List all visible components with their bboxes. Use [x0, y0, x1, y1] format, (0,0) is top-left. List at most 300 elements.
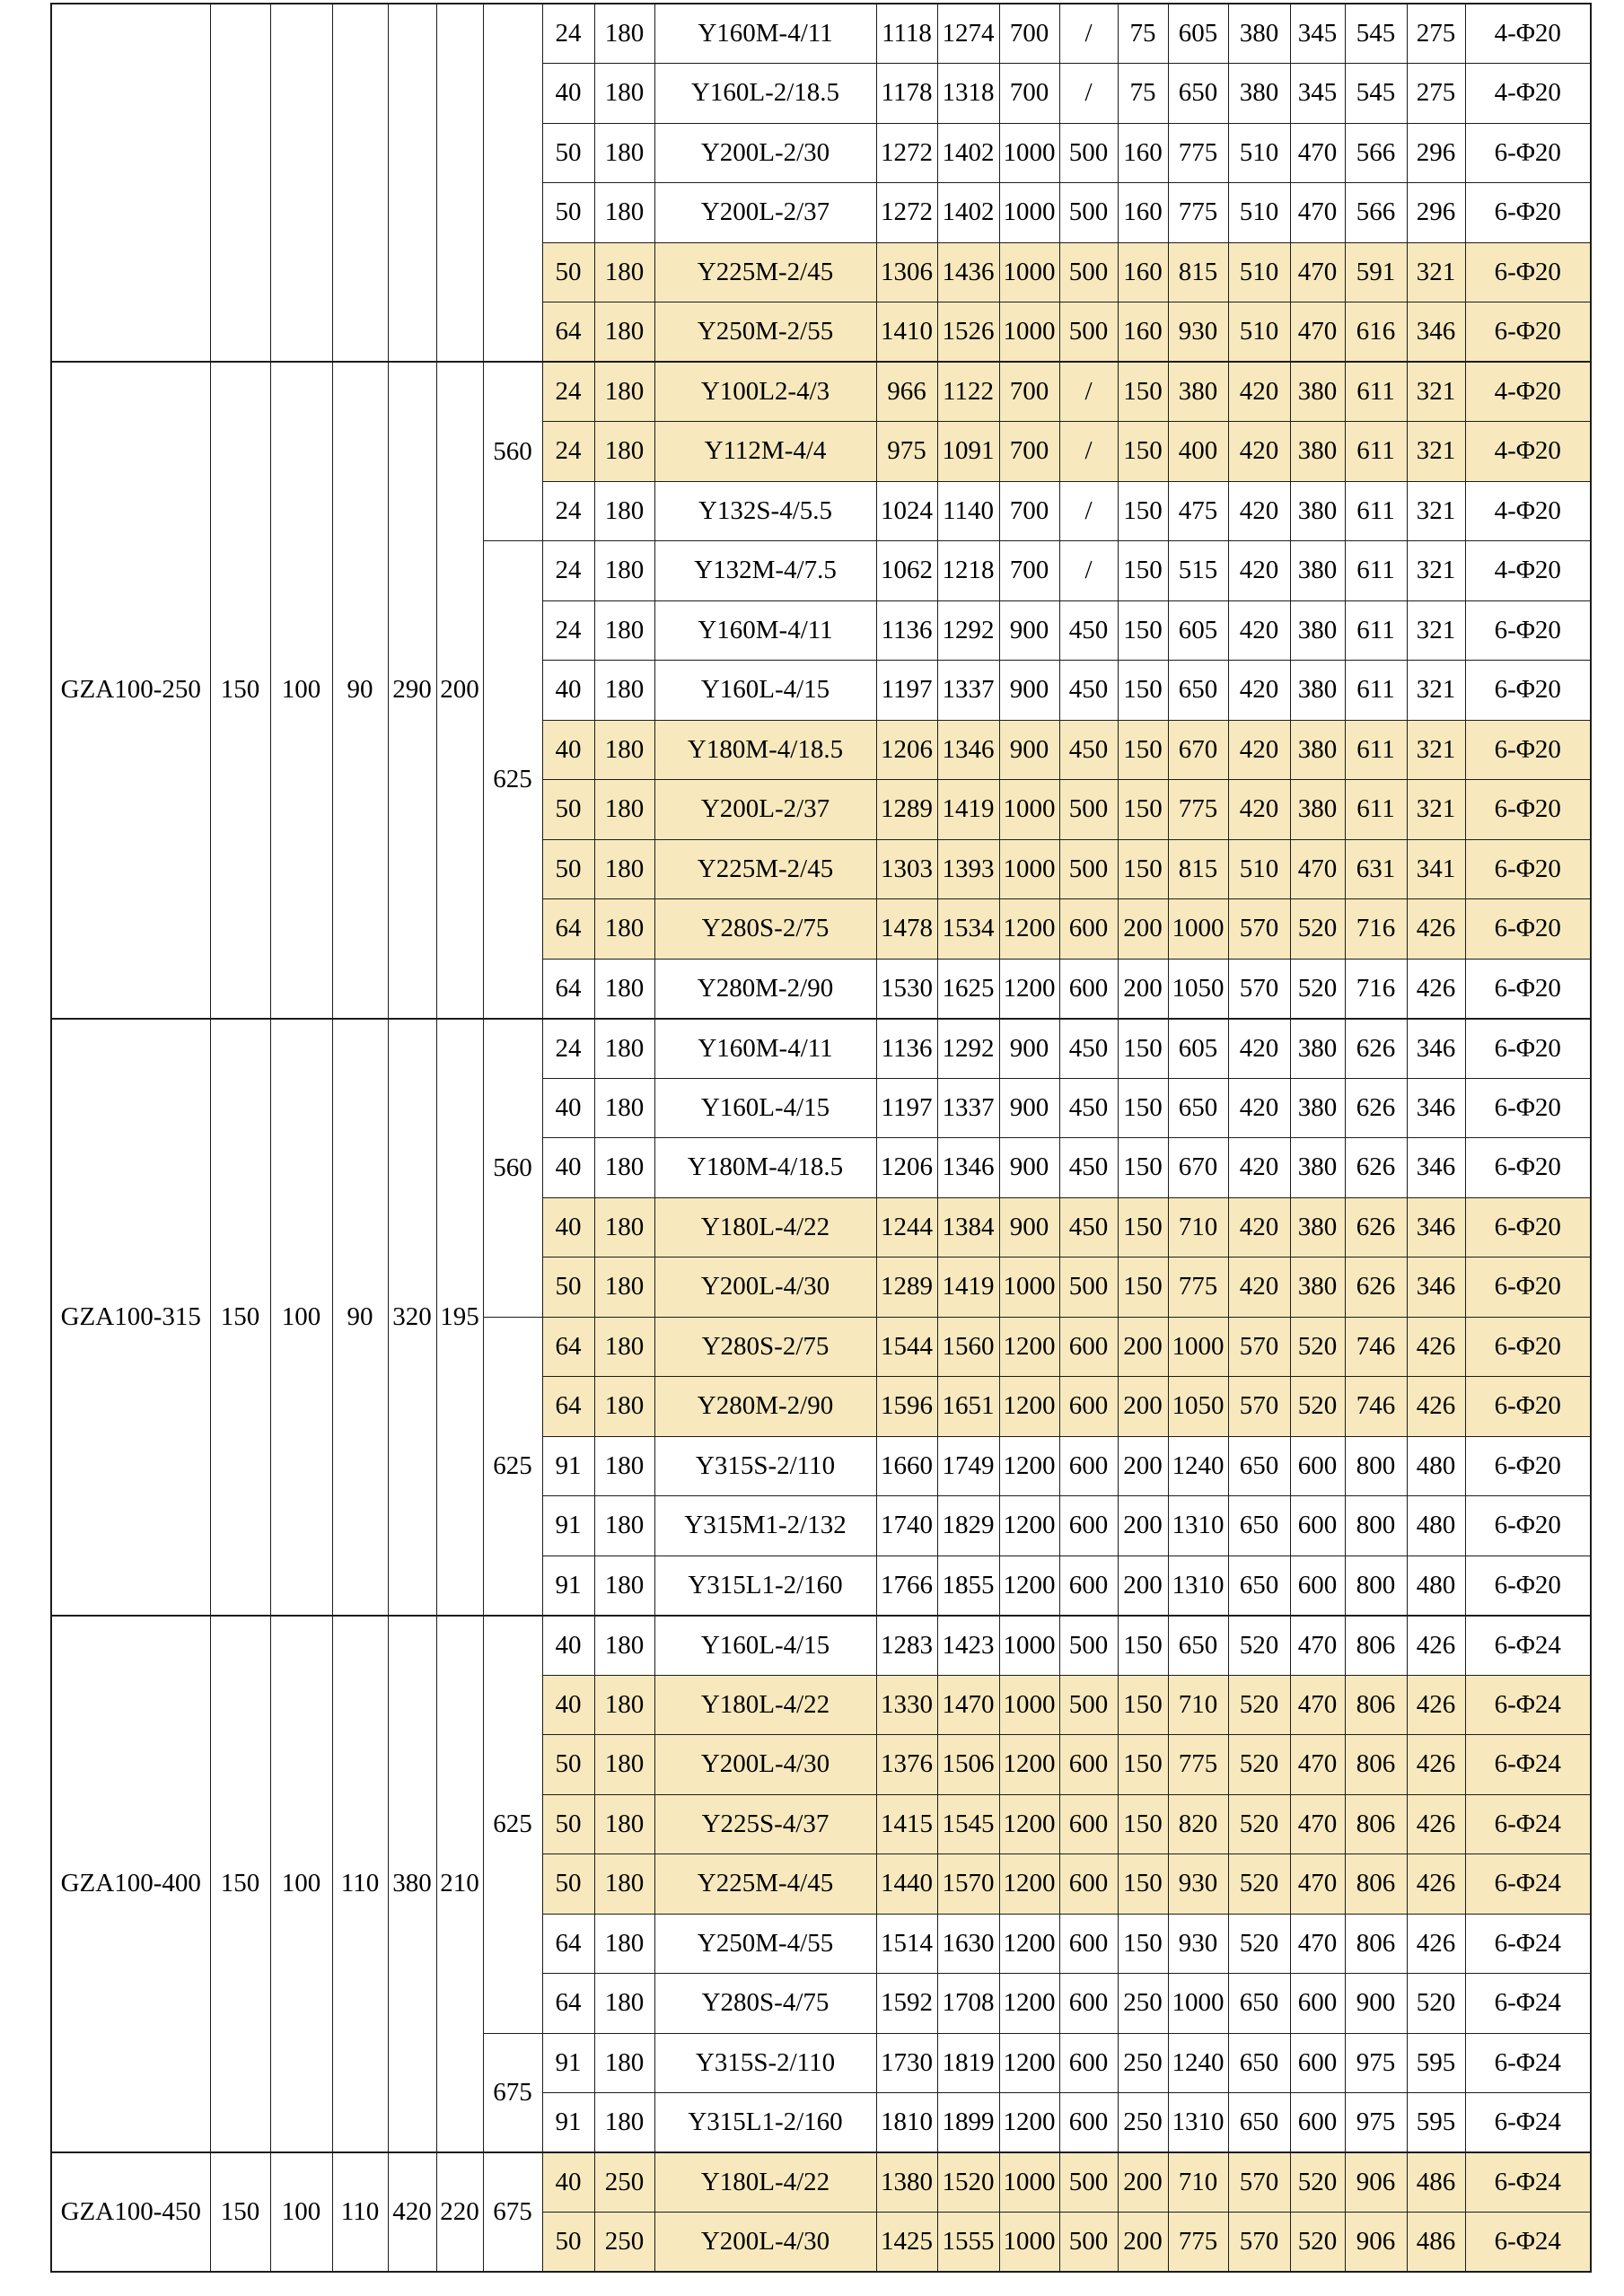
- spec-cell: Y200L-2/37: [654, 183, 876, 243]
- spec-cell: 470: [1290, 302, 1345, 363]
- spec-cell: 1140: [937, 481, 999, 541]
- pump-model-cell: GZA100-450: [51, 2152, 210, 2272]
- spec-cell: Y200L-2/37: [654, 780, 876, 840]
- spec-cell: 906: [1345, 2213, 1407, 2273]
- spec-cell: 775: [1168, 1735, 1228, 1795]
- spec-cell: 566: [1345, 183, 1407, 243]
- spec-cell: 6-Φ20: [1465, 1377, 1591, 1437]
- spec-cell: 520: [1290, 1317, 1345, 1377]
- dimension-cell: 320: [388, 1019, 436, 1616]
- spec-cell: 150: [1118, 1735, 1168, 1795]
- spec-cell: 510: [1228, 123, 1290, 183]
- spec-cell: 4-Φ20: [1465, 362, 1591, 422]
- spec-cell: 24: [542, 600, 594, 661]
- spec-cell: 380: [1228, 4, 1290, 64]
- spec-cell: 180: [594, 1555, 654, 1616]
- spec-cell: 520: [1228, 1914, 1290, 1974]
- spec-cell: 150: [1118, 780, 1168, 840]
- spec-cell: Y315S-2/110: [654, 2033, 876, 2093]
- spec-cell: 1478: [876, 899, 937, 960]
- spec-cell: 900: [999, 1019, 1059, 1079]
- spec-cell: 24: [542, 481, 594, 541]
- spec-cell: 180: [594, 661, 654, 721]
- spec-cell: 566: [1345, 123, 1407, 183]
- spec-cell: 1337: [937, 661, 999, 721]
- spec-cell: Y280S-2/75: [654, 1317, 876, 1377]
- spec-cell: 321: [1407, 242, 1465, 302]
- spec-cell: Y250M-4/55: [654, 1914, 876, 1974]
- spec-cell: 1200: [999, 2093, 1059, 2153]
- spec-cell: 1050: [1168, 959, 1228, 1019]
- spec-cell: 900: [1345, 1974, 1407, 2034]
- spec-cell: 480: [1407, 1555, 1465, 1616]
- spec-cell: 900: [999, 661, 1059, 721]
- spec-cell: 500: [1059, 2152, 1118, 2213]
- spec-cell: 1136: [876, 1019, 937, 1079]
- spec-cell: 470: [1290, 123, 1345, 183]
- spec-cell: 4-Φ20: [1465, 422, 1591, 482]
- spec-cell: 4-Φ20: [1465, 481, 1591, 541]
- spec-cell: 321: [1407, 422, 1465, 482]
- spec-cell: 1819: [937, 2033, 999, 2093]
- spec-cell: 150: [1118, 839, 1168, 899]
- spec-cell: 975: [1345, 2033, 1407, 2093]
- spec-cell: Y200L-4/30: [654, 1735, 876, 1795]
- spec-cell: 1651: [937, 1377, 999, 1437]
- spec-cell: 1376: [876, 1735, 937, 1795]
- spec-cell: 420: [1228, 541, 1290, 601]
- spec-cell: 1200: [999, 1974, 1059, 2034]
- spec-cell: 380: [1290, 1019, 1345, 1079]
- spec-cell: 180: [594, 600, 654, 661]
- spec-cell: 180: [594, 362, 654, 422]
- spec-cell: 6-Φ24: [1465, 2033, 1591, 2093]
- spec-cell: 1899: [937, 2093, 999, 2153]
- spec-cell: 420: [1228, 422, 1290, 482]
- spec-cell: 591: [1345, 242, 1407, 302]
- spec-cell: 150: [1118, 1794, 1168, 1854]
- spec-cell: 1330: [876, 1675, 937, 1735]
- spec-cell: 4-Φ20: [1465, 4, 1591, 64]
- spec-cell: Y160L-4/15: [654, 661, 876, 721]
- spec-cell: 800: [1345, 1496, 1407, 1556]
- spec-cell: 380: [1168, 362, 1228, 422]
- spec-cell: 470: [1290, 183, 1345, 243]
- spec-cell: 1122: [937, 362, 999, 422]
- spec-cell: 600: [1059, 1377, 1118, 1437]
- spec-cell: 91: [542, 1496, 594, 1556]
- spec-cell: 1200: [999, 1377, 1059, 1437]
- spec-cell: 1855: [937, 1555, 999, 1616]
- spec-cell: 570: [1228, 959, 1290, 1019]
- spec-cell: 346: [1407, 302, 1465, 363]
- spec-cell: 1530: [876, 959, 937, 1019]
- spec-cell: 545: [1345, 64, 1407, 124]
- spec-cell: 600: [1059, 2093, 1118, 2153]
- spec-cell: 380: [1290, 541, 1345, 601]
- spec-cell: 1000: [1168, 1974, 1228, 2034]
- dimension-cell: [210, 4, 270, 362]
- spec-cell: 6-Φ20: [1465, 1258, 1591, 1318]
- spec-cell: 380: [1290, 422, 1345, 482]
- spec-cell: 40: [542, 64, 594, 124]
- dimension-cell: 220: [436, 2152, 483, 2272]
- spec-cell: 1625: [937, 959, 999, 1019]
- spec-cell: 1384: [937, 1197, 999, 1258]
- spec-cell: 6-Φ24: [1465, 1616, 1591, 1676]
- pump-model-cell: [51, 4, 210, 362]
- spec-cell: 180: [594, 1794, 654, 1854]
- spec-cell: 600: [1290, 1436, 1345, 1496]
- spec-cell: 1000: [999, 123, 1059, 183]
- dimension-cell: [270, 4, 332, 362]
- spec-cell: 486: [1407, 2213, 1465, 2273]
- spec-cell: 6-Φ20: [1465, 720, 1591, 780]
- spec-cell: 650: [1228, 1496, 1290, 1556]
- spec-cell: 250: [1118, 2033, 1168, 2093]
- spec-cell: Y180M-4/18.5: [654, 720, 876, 780]
- spec-cell: 670: [1168, 720, 1228, 780]
- spec-cell: 1050: [1168, 1377, 1228, 1437]
- spec-cell: 1091: [937, 422, 999, 482]
- spec-cell: Y315S-2/110: [654, 1436, 876, 1496]
- spec-cell: 380: [1290, 600, 1345, 661]
- spec-cell: 600: [1059, 899, 1118, 960]
- spec-cell: 806: [1345, 1616, 1407, 1676]
- spec-cell: 1544: [876, 1317, 937, 1377]
- spec-cell: Y225S-4/37: [654, 1794, 876, 1854]
- spec-cell: 1306: [876, 242, 937, 302]
- spec-cell: 631: [1345, 839, 1407, 899]
- spec-cell: 515: [1168, 541, 1228, 601]
- spec-cell: Y160L-2/18.5: [654, 64, 876, 124]
- spec-cell: 380: [1290, 1258, 1345, 1318]
- dimension-cell: 150: [210, 1616, 270, 2153]
- spec-cell: /: [1059, 64, 1118, 124]
- spec-cell: Y160M-4/11: [654, 4, 876, 64]
- spec-cell: Y132S-4/5.5: [654, 481, 876, 541]
- spec-cell: 1200: [999, 899, 1059, 960]
- dimension-cell: 200: [436, 362, 483, 1019]
- spec-cell: 6-Φ20: [1465, 1436, 1591, 1496]
- spec-cell: Y315L1-2/160: [654, 1555, 876, 1616]
- dimension-cell: 420: [388, 2152, 436, 2272]
- spec-cell: 600: [1059, 1436, 1118, 1496]
- spec-cell: 380: [1290, 1138, 1345, 1198]
- spec-cell: 450: [1059, 1138, 1118, 1198]
- spec-cell: 150: [1118, 422, 1168, 482]
- spec-cell: 180: [594, 1854, 654, 1915]
- spec-cell: 160: [1118, 242, 1168, 302]
- spec-cell: 900: [999, 720, 1059, 780]
- spec-cell: 510: [1228, 242, 1290, 302]
- spec-cell: 341: [1407, 839, 1465, 899]
- spec-cell: 180: [594, 541, 654, 601]
- spec-cell: 24: [542, 1019, 594, 1079]
- spec-cell: 380: [1290, 1197, 1345, 1258]
- spec-cell: 346: [1407, 1138, 1465, 1198]
- spec-cell: 806: [1345, 1794, 1407, 1854]
- spec-cell: 150: [1118, 362, 1168, 422]
- spec-cell: 1000: [999, 1258, 1059, 1318]
- spec-cell: 6-Φ20: [1465, 899, 1591, 960]
- spec-cell: 710: [1168, 2152, 1228, 2213]
- dimension-cell: 100: [270, 362, 332, 1019]
- spec-cell: 500: [1059, 839, 1118, 899]
- spec-cell: 611: [1345, 780, 1407, 840]
- spec-cell: 160: [1118, 123, 1168, 183]
- spec-cell: 616: [1345, 302, 1407, 363]
- spec-cell: 450: [1059, 720, 1118, 780]
- spec-cell: 6-Φ20: [1465, 302, 1591, 363]
- group-label-cell: [483, 4, 542, 362]
- group-label-cell: 675: [483, 2033, 542, 2152]
- spec-cell: 600: [1290, 1496, 1345, 1556]
- spec-cell: 380: [1290, 362, 1345, 422]
- spec-cell: 150: [1118, 1197, 1168, 1258]
- spec-cell: Y100L2-4/3: [654, 362, 876, 422]
- spec-cell: 6-Φ20: [1465, 780, 1591, 840]
- spec-cell: 806: [1345, 1675, 1407, 1735]
- spec-cell: 520: [1228, 1794, 1290, 1854]
- spec-cell: 6-Φ24: [1465, 2213, 1591, 2273]
- spec-cell: Y225M-2/45: [654, 242, 876, 302]
- spec-cell: 64: [542, 1914, 594, 1974]
- spec-cell: 1506: [937, 1735, 999, 1795]
- spec-cell: 6-Φ20: [1465, 600, 1591, 661]
- spec-cell: 470: [1290, 1794, 1345, 1854]
- spec-cell: 520: [1228, 1735, 1290, 1795]
- spec-cell: 1000: [999, 839, 1059, 899]
- spec-cell: 180: [594, 780, 654, 840]
- spec-cell: 650: [1168, 661, 1228, 721]
- spec-cell: 420: [1228, 1138, 1290, 1198]
- spec-table-body: [51, 4, 1591, 2272]
- spec-cell: 1740: [876, 1496, 937, 1556]
- spec-cell: 200: [1118, 1436, 1168, 1496]
- spec-cell: 150: [1118, 1675, 1168, 1735]
- spec-cell: 600: [1290, 1555, 1345, 1616]
- spec-cell: 296: [1407, 183, 1465, 243]
- spec-cell: 605: [1168, 4, 1228, 64]
- spec-cell: 426: [1407, 1794, 1465, 1854]
- spec-cell: 50: [542, 1735, 594, 1795]
- spec-cell: 1555: [937, 2213, 999, 2273]
- table-row: [51, 1616, 1591, 1676]
- spec-cell: 626: [1345, 1019, 1407, 1079]
- spec-cell: 1810: [876, 2093, 937, 2153]
- spec-cell: 1240: [1168, 1436, 1228, 1496]
- spec-cell: 180: [594, 422, 654, 482]
- spec-cell: 6-Φ24: [1465, 1914, 1591, 1974]
- spec-cell: 1402: [937, 183, 999, 243]
- spec-cell: 1440: [876, 1854, 937, 1915]
- spec-cell: 1292: [937, 1019, 999, 1079]
- spec-cell: 595: [1407, 2033, 1465, 2093]
- spec-cell: 700: [999, 64, 1059, 124]
- spec-cell: 250: [1118, 2093, 1168, 2153]
- spec-cell: 250: [1118, 1974, 1168, 2034]
- spec-cell: 1292: [937, 600, 999, 661]
- spec-cell: 510: [1228, 302, 1290, 363]
- spec-cell: 50: [542, 1258, 594, 1318]
- dimension-cell: 90: [332, 362, 388, 1019]
- spec-cell: 24: [542, 541, 594, 601]
- spec-cell: 321: [1407, 720, 1465, 780]
- spec-cell: 500: [1059, 123, 1118, 183]
- spec-cell: 200: [1118, 2152, 1168, 2213]
- spec-cell: 520: [1228, 1854, 1290, 1915]
- spec-cell: 520: [1290, 1377, 1345, 1437]
- spec-cell: 420: [1228, 780, 1290, 840]
- spec-cell: 275: [1407, 4, 1465, 64]
- spec-cell: 815: [1168, 839, 1228, 899]
- spec-cell: 346: [1407, 1019, 1465, 1079]
- spec-cell: 91: [542, 1555, 594, 1616]
- spec-cell: 1289: [876, 1258, 937, 1318]
- spec-cell: 470: [1290, 1616, 1345, 1676]
- spec-cell: 600: [1059, 1496, 1118, 1556]
- spec-cell: 150: [1118, 1258, 1168, 1318]
- spec-cell: 1000: [999, 302, 1059, 363]
- spec-cell: 1310: [1168, 1555, 1228, 1616]
- spec-cell: 930: [1168, 1914, 1228, 1974]
- spec-cell: 611: [1345, 481, 1407, 541]
- spec-cell: 200: [1118, 2213, 1168, 2273]
- spec-cell: Y200L-2/30: [654, 123, 876, 183]
- spec-cell: 1630: [937, 1914, 999, 1974]
- spec-cell: 600: [1059, 959, 1118, 1019]
- spec-cell: Y280M-2/90: [654, 959, 876, 1019]
- spec-cell: 600: [1059, 1317, 1118, 1377]
- spec-cell: 180: [594, 1436, 654, 1496]
- spec-cell: 200: [1118, 1317, 1168, 1377]
- dimension-cell: 380: [388, 1616, 436, 2153]
- spec-cell: 900: [999, 600, 1059, 661]
- spec-cell: 380: [1290, 1078, 1345, 1138]
- spec-cell: 24: [542, 422, 594, 482]
- spec-cell: 321: [1407, 600, 1465, 661]
- spec-cell: 50: [542, 839, 594, 899]
- spec-cell: 346: [1407, 1078, 1465, 1138]
- spec-cell: 1200: [999, 2033, 1059, 2093]
- spec-cell: 700: [999, 4, 1059, 64]
- spec-cell: 40: [542, 720, 594, 780]
- spec-cell: 775: [1168, 1258, 1228, 1318]
- spec-cell: 180: [594, 183, 654, 243]
- spec-cell: 470: [1290, 1735, 1345, 1795]
- spec-cell: 611: [1345, 362, 1407, 422]
- spec-cell: 6-Φ20: [1465, 242, 1591, 302]
- dimension-cell: 150: [210, 1019, 270, 1616]
- spec-cell: 1206: [876, 1138, 937, 1198]
- spec-cell: 1415: [876, 1794, 937, 1854]
- spec-cell: 570: [1228, 2213, 1290, 2273]
- spec-cell: 1526: [937, 302, 999, 363]
- spec-cell: 150: [1118, 1138, 1168, 1198]
- spec-cell: 1419: [937, 780, 999, 840]
- spec-cell: 570: [1228, 1317, 1290, 1377]
- spec-cell: 91: [542, 1436, 594, 1496]
- dimension-cell: [332, 4, 388, 362]
- spec-cell: 1423: [937, 1616, 999, 1676]
- spec-cell: 50: [542, 1794, 594, 1854]
- spec-cell: 64: [542, 1317, 594, 1377]
- spec-cell: Y280S-4/75: [654, 1974, 876, 2034]
- pump-model-cell: GZA100-400: [51, 1616, 210, 2153]
- spec-cell: 50: [542, 123, 594, 183]
- spec-cell: 1570: [937, 1854, 999, 1915]
- spec-cell: 1410: [876, 302, 937, 363]
- spec-cell: 180: [594, 1197, 654, 1258]
- spec-cell: 486: [1407, 2152, 1465, 2213]
- spec-cell: 4-Φ20: [1465, 541, 1591, 601]
- spec-cell: Y200L-4/30: [654, 1258, 876, 1318]
- spec-cell: 1178: [876, 64, 937, 124]
- spec-cell: 1560: [937, 1317, 999, 1377]
- spec-cell: 6-Φ20: [1465, 1496, 1591, 1556]
- spec-cell: 520: [1228, 1616, 1290, 1676]
- spec-cell: 1118: [876, 4, 937, 64]
- spec-cell: 426: [1407, 1675, 1465, 1735]
- page: [50, 3, 1592, 2273]
- spec-cell: 966: [876, 362, 937, 422]
- spec-cell: 480: [1407, 1496, 1465, 1556]
- spec-cell: 650: [1228, 1974, 1290, 2034]
- spec-cell: 250: [594, 2152, 654, 2213]
- spec-cell: 426: [1407, 1914, 1465, 1974]
- spec-cell: 820: [1168, 1794, 1228, 1854]
- spec-cell: 1318: [937, 64, 999, 124]
- spec-cell: 345: [1290, 64, 1345, 124]
- spec-cell: 520: [1290, 959, 1345, 1019]
- spec-cell: 50: [542, 1854, 594, 1915]
- spec-cell: 1197: [876, 661, 937, 721]
- spec-cell: 450: [1059, 1197, 1118, 1258]
- spec-cell: 650: [1168, 64, 1228, 124]
- spec-cell: 6-Φ20: [1465, 1555, 1591, 1616]
- spec-cell: 200: [1118, 899, 1168, 960]
- spec-cell: 1545: [937, 1794, 999, 1854]
- spec-cell: 6-Φ20: [1465, 959, 1591, 1019]
- spec-cell: 1274: [937, 4, 999, 64]
- spec-cell: 746: [1345, 1377, 1407, 1437]
- spec-cell: 626: [1345, 1258, 1407, 1318]
- spec-cell: 1000: [999, 1675, 1059, 1735]
- spec-cell: 500: [1059, 780, 1118, 840]
- spec-cell: 40: [542, 1197, 594, 1258]
- spec-cell: /: [1059, 4, 1118, 64]
- spec-cell: /: [1059, 362, 1118, 422]
- spec-cell: 1218: [937, 541, 999, 601]
- spec-cell: 500: [1059, 302, 1118, 363]
- spec-cell: 470: [1290, 839, 1345, 899]
- spec-cell: 500: [1059, 1616, 1118, 1676]
- spec-cell: 4-Φ20: [1465, 64, 1591, 124]
- spec-cell: 470: [1290, 1914, 1345, 1974]
- spec-cell: 6-Φ24: [1465, 1675, 1591, 1735]
- spec-cell: 180: [594, 4, 654, 64]
- spec-cell: 180: [594, 1138, 654, 1198]
- spec-cell: 420: [1228, 1197, 1290, 1258]
- spec-cell: 611: [1345, 541, 1407, 601]
- spec-cell: 1514: [876, 1914, 937, 1974]
- spec-cell: 1436: [937, 242, 999, 302]
- spec-cell: 180: [594, 1317, 654, 1377]
- spec-cell: 450: [1059, 1019, 1118, 1079]
- spec-cell: 180: [594, 839, 654, 899]
- spec-cell: 930: [1168, 302, 1228, 363]
